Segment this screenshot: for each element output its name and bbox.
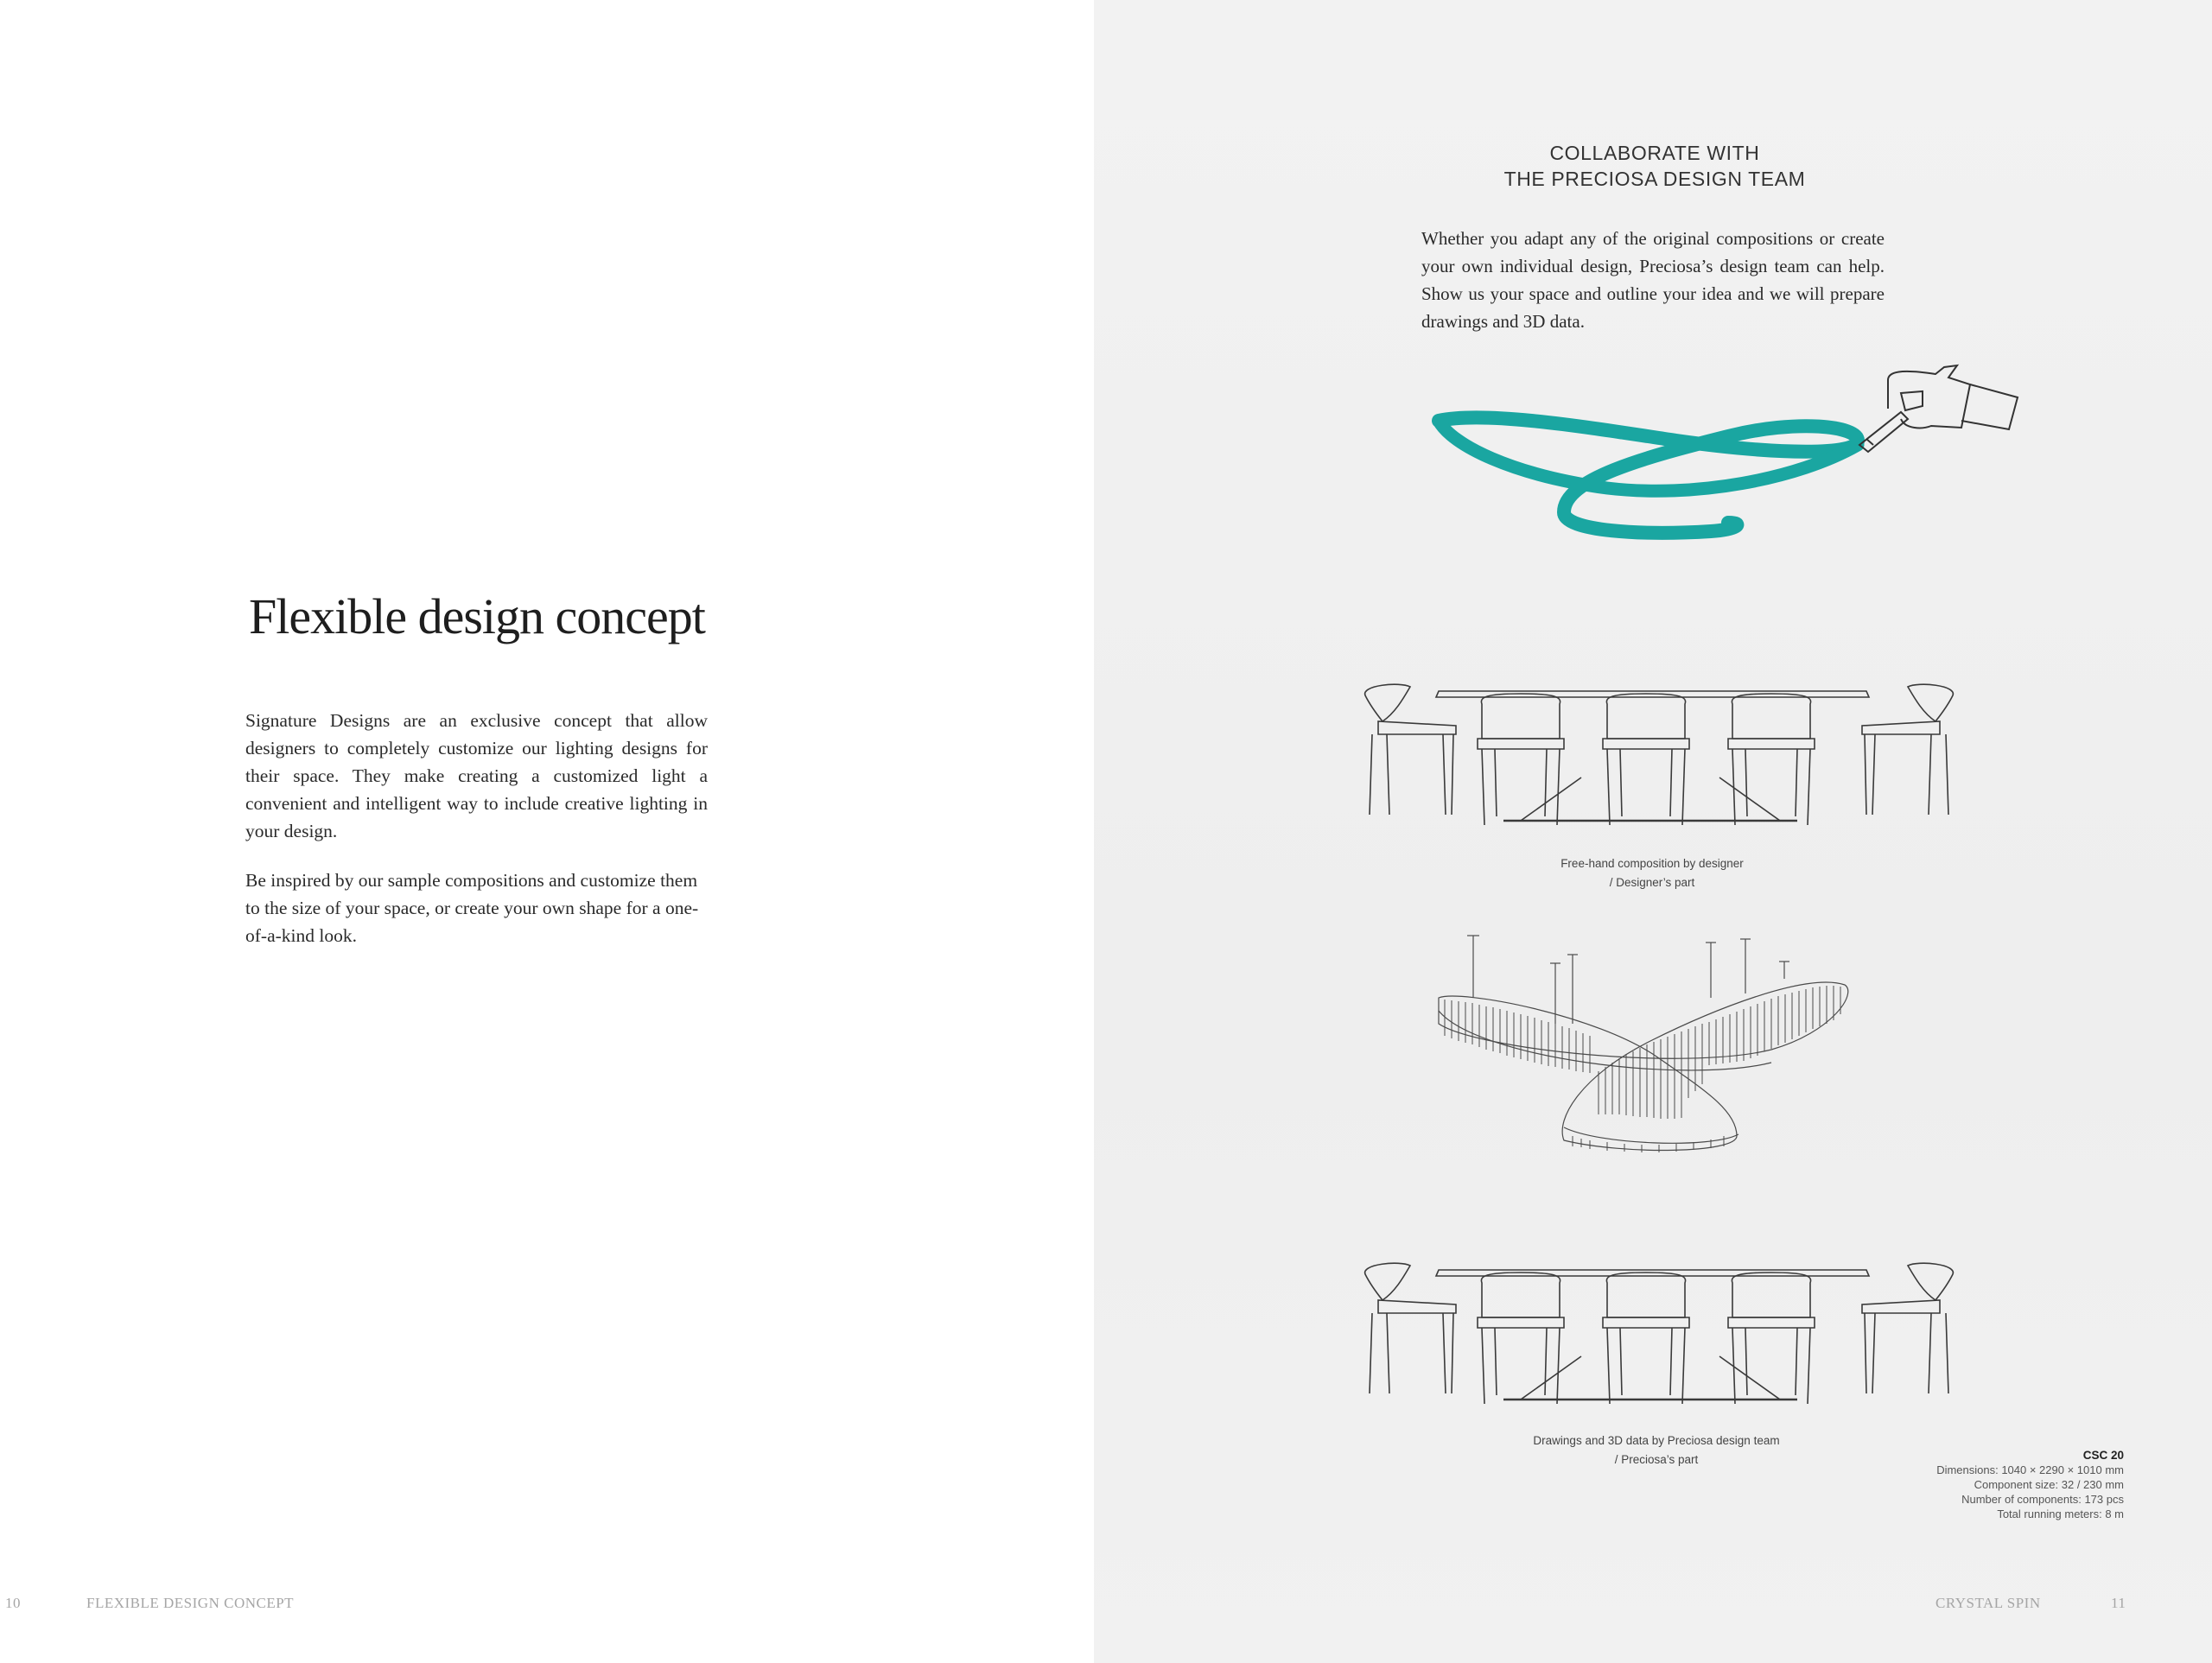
spec-dimensions: Dimensions: 1040 × 2290 × 1010 mm <box>1936 1463 2124 1476</box>
chandelier-illustration <box>1426 929 1858 1162</box>
product-specs <box>1849 1448 2124 1521</box>
spec-total-running-meters: Total running meters: 8 m <box>1997 1507 2124 1520</box>
collaborate-paragraph: Whether you adapt any of the original compositions or create your own individual design, Preciosa’s design team can help. Show us your space and outline your idea and we will prepare drawings and 3D data. <box>1421 228 1885 332</box>
preciosa-caption-line-2: / Preciosa’s part <box>1614 1453 1699 1466</box>
designer-caption-line-2: / Designer’s part <box>1609 876 1695 889</box>
footer-section-title-left: FLEXIBLE DESIGN CONCEPT <box>86 1595 295 1611</box>
designer-part-caption <box>1436 854 1868 892</box>
collaborate-title <box>1417 140 1892 192</box>
footer-section-title-right: CRYSTAL SPIN <box>1936 1595 2041 1611</box>
left-page <box>0 0 1094 1663</box>
page-number-left: 10 <box>5 1595 21 1611</box>
inspiration-paragraph: Be inspired by our sample compositions and customize them to the size of your space, or create your own shape for a one-of-a-kind look. <box>245 870 699 946</box>
page-number-right: 11 <box>2111 1595 2126 1611</box>
collaborate-title-line-2: THE PRECIOSA DESIGN TEAM <box>1503 168 1806 190</box>
dining-set-with-chandelier-illustration <box>1348 1257 1970 1408</box>
spec-component-size: Component size: 32 / 230 mm <box>1974 1478 2124 1491</box>
page-heading: Flexible design concept <box>249 588 705 644</box>
intro-paragraph: Signature Designs are an exclusive concept that allow designers to completely customize our lighting designs for their space. They make creating a customized light a convenient and intelligent way to include creative lighting in your design. <box>245 710 708 841</box>
product-code: CSC 20 <box>2082 1449 2124 1462</box>
preciosa-part-caption <box>1440 1431 1872 1469</box>
designer-caption-line-1: Free-hand composition by designer <box>1560 857 1744 870</box>
collaborate-title-line-1: COLLABORATE WITH <box>1549 142 1760 164</box>
dining-set-illustration <box>1348 678 1970 829</box>
preciosa-caption-line-1: Drawings and 3D data by Preciosa design team <box>1533 1434 1780 1447</box>
spec-number-of-components: Number of components: 173 pcs <box>1961 1493 2124 1506</box>
hand-drawing-icon <box>1417 359 2022 557</box>
